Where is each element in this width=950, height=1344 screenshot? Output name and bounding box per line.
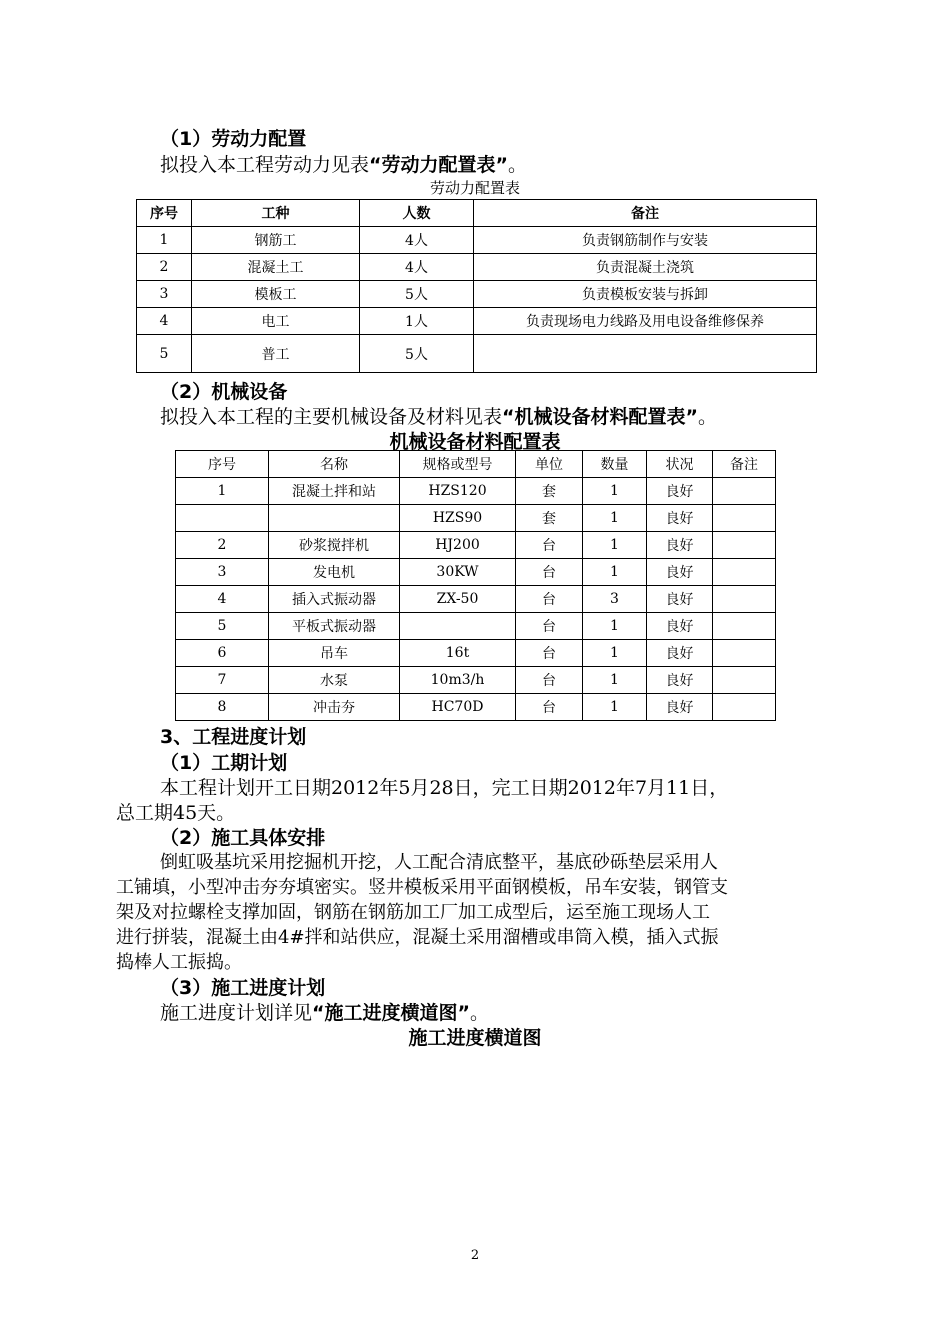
schedule-sub3-text [160,998,489,1025]
schedule-sub3-ref: “施工进度横道图” [312,1002,470,1024]
table-cell: 套 [516,505,583,532]
labor-header-cell: 人数 [360,200,474,227]
table-cell: 水泵 [269,667,400,694]
labor-intro [160,150,527,177]
machine-intro-end: 。 [698,406,718,428]
table-cell: ZX-50 [400,586,516,613]
table-cell [176,505,269,532]
table-cell: HJ200 [400,532,516,559]
table-cell: 负责混凝土浇筑 [474,254,817,281]
machine-table-header-row [176,451,776,478]
table-row [137,281,817,308]
schedule-sub3-text-main: 施工进度计划详见 [160,1002,313,1024]
table-cell: 台 [516,694,583,721]
table-cell: 良好 [647,586,713,613]
machine-header-cell: 名称 [269,451,400,478]
machine-intro-ref: “机械设备材料配置表” [502,406,698,428]
paragraph-line: 架及对拉螺栓支撑加固，钢筋在钢筋加工厂加工成型后，运至施工现场人工 [116,902,710,923]
table-cell [713,586,776,613]
paragraph-line: 进行拼装，混凝土由4#拌和站供应，混凝土采用溜槽或串筒入模，插入式振 [116,927,719,948]
schedule-heading: 3、工程进度计划 [160,726,307,748]
table-cell: 混凝土拌和站 [269,478,400,505]
machine-heading: （2）机械设备 [160,381,288,403]
labor-header-cell: 序号 [137,200,192,227]
table-cell: 1 [583,667,647,694]
table-cell: 16t [400,640,516,667]
paragraph-line: 工铺填，小型冲击夯夯填密实。竖井模板采用平面钢模板，吊车安装，钢管支 [116,877,728,898]
labor-heading: （1）劳动力配置 [160,128,307,150]
table-cell: 2 [137,254,192,281]
table-cell: 4人 [360,227,474,254]
table-row [176,532,776,559]
table-cell [474,335,817,373]
table-cell: 冲击夯 [269,694,400,721]
table-cell [713,532,776,559]
machine-table-caption: 机械设备材料配置表 [389,431,561,453]
table-cell: 3 [176,559,269,586]
table-cell: 7 [176,667,269,694]
table-cell: 台 [516,586,583,613]
labor-intro-text: 拟投入本工程劳动力见表 [160,154,370,176]
labor-intro-end: 。 [508,154,528,176]
table-row [176,613,776,640]
figure-caption: 施工进度横道图 [408,1027,542,1049]
labor-header-cell: 备注 [474,200,817,227]
labor-header-cell: 工种 [192,200,360,227]
schedule-sub3-end: 。 [470,1002,490,1024]
table-cell: 吊车 [269,640,400,667]
table-row [176,505,776,532]
table-cell: 模板工 [192,281,360,308]
table-cell: 混凝土工 [192,254,360,281]
table-cell: HZS120 [400,478,516,505]
table-cell [713,559,776,586]
labor-table [136,199,817,373]
table-cell: 台 [516,613,583,640]
table-cell: 负责钢筋制作与安装 [474,227,817,254]
table-row [176,559,776,586]
table-cell [713,505,776,532]
table-cell: 良好 [647,505,713,532]
table-cell: 砂浆搅拌机 [269,532,400,559]
table-cell: 平板式振动器 [269,613,400,640]
table-cell: 3 [583,586,647,613]
table-cell: 负责模板安装与拆卸 [474,281,817,308]
table-cell: 8 [176,694,269,721]
table-cell: 5人 [360,281,474,308]
table-cell: 台 [516,532,583,559]
table-cell: 普工 [192,335,360,373]
table-cell: 发电机 [269,559,400,586]
schedule-sub1-heading: （1）工期计划 [160,752,288,774]
table-cell: 1人 [360,308,474,335]
table-row [137,254,817,281]
labor-table-header-row [137,200,817,227]
table-cell: 良好 [647,532,713,559]
table-cell: 良好 [647,559,713,586]
table-row [176,694,776,721]
table-cell: 良好 [647,613,713,640]
machine-header-cell: 序号 [176,451,269,478]
table-cell: 1 [137,227,192,254]
machine-header-cell: 数量 [583,451,647,478]
table-cell [269,505,400,532]
table-cell: 台 [516,640,583,667]
table-cell: 1 [583,532,647,559]
machine-intro [160,402,717,429]
paragraph-line: 捣棒人工振捣。 [116,952,242,973]
table-cell [713,667,776,694]
table-cell: 10m3/h [400,667,516,694]
labor-table-caption: 劳动力配置表 [429,179,520,197]
table-cell: 1 [583,694,647,721]
table-cell: 台 [516,667,583,694]
table-row [137,227,817,254]
schedule-sub3-heading: （3）施工进度计划 [160,977,326,999]
table-row [176,640,776,667]
table-cell [713,478,776,505]
table-cell: 4人 [360,254,474,281]
table-row [176,478,776,505]
table-cell [713,640,776,667]
table-cell: 良好 [647,667,713,694]
table-cell [400,613,516,640]
table-cell: 负责现场电力线路及用电设备维修保养 [474,308,817,335]
table-cell: 1 [583,559,647,586]
table-cell: 台 [516,559,583,586]
table-cell: 插入式振动器 [269,586,400,613]
table-cell: 1 [583,478,647,505]
table-cell: 电工 [192,308,360,335]
page-number: 2 [470,1248,480,1263]
table-row [137,308,817,335]
table-cell: HC70D [400,694,516,721]
table-row [176,667,776,694]
table-cell: 良好 [647,640,713,667]
table-cell: 4 [137,308,192,335]
table-cell: 1 [176,478,269,505]
machine-table [175,450,776,721]
table-cell [713,613,776,640]
table-cell: 4 [176,586,269,613]
table-row [176,586,776,613]
table-row [137,335,817,373]
machine-header-cell: 备注 [713,451,776,478]
table-cell: 套 [516,478,583,505]
table-cell: 良好 [647,478,713,505]
schedule-sub2-heading: （2）施工具体安排 [160,827,326,849]
machine-header-cell: 单位 [516,451,583,478]
table-cell: 30KW [400,559,516,586]
table-cell: 1 [583,640,647,667]
table-cell: 钢筋工 [192,227,360,254]
table-cell: 6 [176,640,269,667]
machine-header-cell: 状况 [647,451,713,478]
table-cell: 5人 [360,335,474,373]
paragraph-line: 倒虹吸基坑采用挖掘机开挖，人工配合清底整平，基底砂砾垫层采用人 [160,852,718,873]
schedule-sub1-line: 本工程计划开工日期2012年5月28日，完工日期2012年7月11日， [160,777,729,799]
machine-intro-text: 拟投入本工程的主要机械设备及材料见表 [160,406,503,428]
table-cell: 良好 [647,694,713,721]
table-cell: 3 [137,281,192,308]
table-cell: HZS90 [400,505,516,532]
labor-intro-ref: “劳动力配置表” [369,154,508,176]
table-cell: 5 [137,335,192,373]
machine-header-cell: 规格或型号 [400,451,516,478]
table-cell: 2 [176,532,269,559]
table-cell: 1 [583,505,647,532]
table-cell: 5 [176,613,269,640]
table-cell: 1 [583,613,647,640]
table-cell [713,694,776,721]
schedule-sub1-line: 总工期45天。 [116,802,236,824]
